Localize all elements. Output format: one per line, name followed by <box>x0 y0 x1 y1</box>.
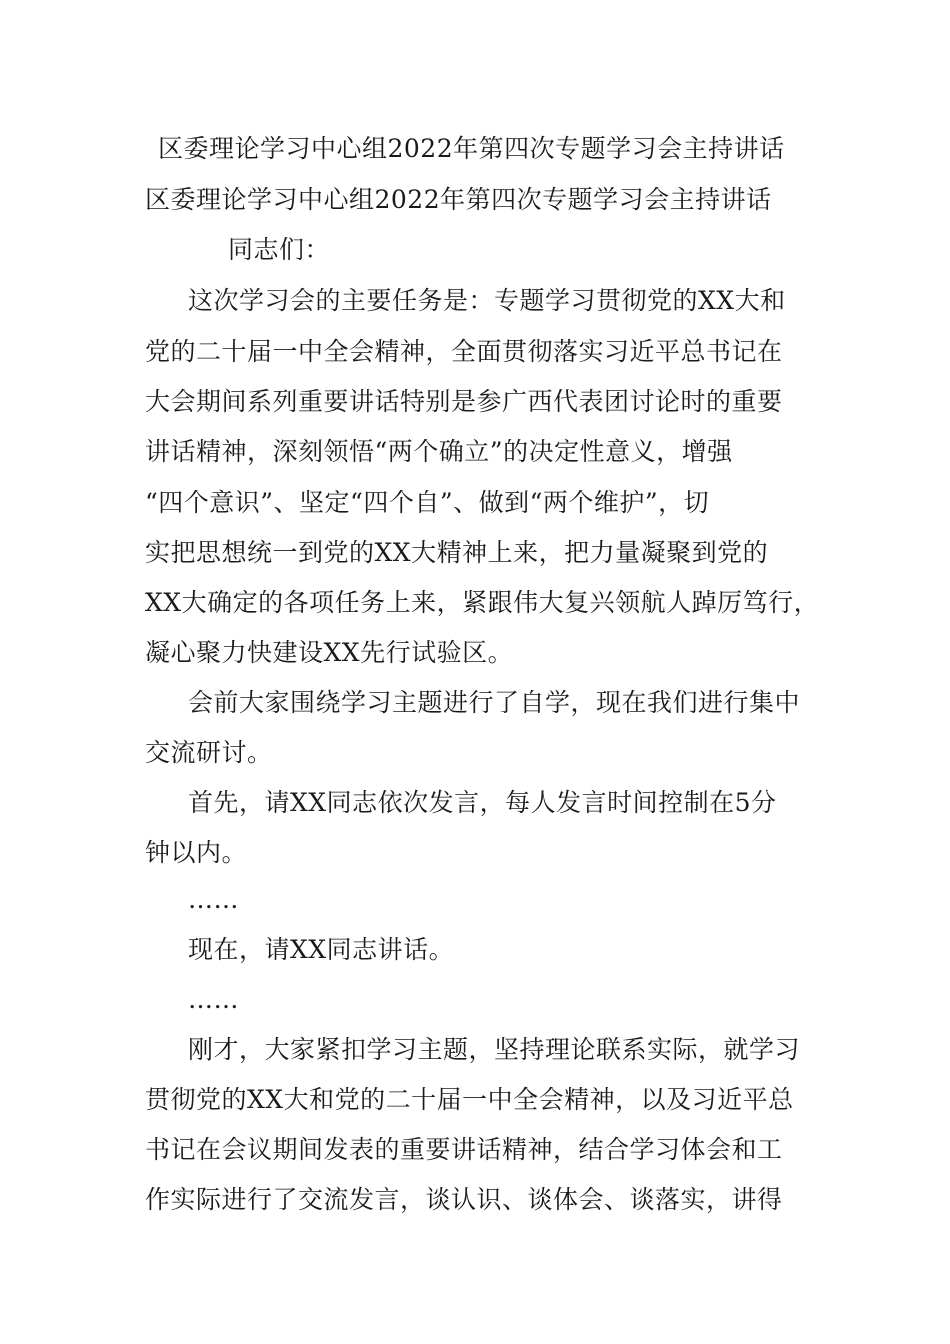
paragraph-line: 钟以内。 <box>145 838 248 867</box>
paragraph-line: 首先，请XX同志依次发言，每人发言时间控制在5分 <box>188 788 777 817</box>
paragraph-line: 这次学习会的主要任务是：专题学习贯彻党的XX大和 <box>188 286 786 315</box>
paragraph-line: 凝心聚力快建设XX先行试验区。 <box>145 638 514 667</box>
paragraph-line: XX大确定的各项任务上来，紧跟伟大复兴领航人踔厉笃行， <box>145 588 820 617</box>
paragraph-line: 大会期间系列重要讲话特别是参广西代表团讨论时的重要 <box>145 387 783 416</box>
paragraph-line: 党的二十届一中全会精神，全面贯彻落实习近平总书记在 <box>145 337 783 366</box>
paragraph-line: 会前大家围绕学习主题进行了自学，现在我们进行集中 <box>188 688 801 717</box>
document-title: 区委理论学习中心组2022年第四次专题学习会主持讲话 <box>158 134 785 163</box>
paragraph-line: “四个意识”、坚定“四个自”、做到“两个维护”，切 <box>145 488 710 517</box>
ellipsis: …… <box>188 985 239 1014</box>
paragraph-line: 讲话精神，深刻领悟“两个确立”的决定性意义，增强 <box>145 437 733 466</box>
paragraph-line: 交流研讨。 <box>145 738 273 767</box>
ellipsis: …… <box>188 885 239 914</box>
paragraph-line: 实把思想统一到党的XX大精神上来，把力量凝聚到党的 <box>145 538 769 567</box>
salutation: 同志们： <box>228 235 331 264</box>
paragraph-line: 作实际进行了交流发言，谈认识、谈体会、谈落实，讲得 <box>145 1185 783 1214</box>
paragraph-line: 贯彻党的XX大和党的二十届一中全会精神，以及习近平总 <box>145 1085 794 1114</box>
paragraph-speech-invite: 现在，请XX同志讲话。 <box>188 935 455 964</box>
paragraph-line: 刚才，大家紧扣学习主题，坚持理论联系实际，就学习 <box>188 1035 801 1064</box>
document-title-repeat: 区委理论学习中心组2022年第四次专题学习会主持讲话 <box>145 185 772 214</box>
paragraph-line: 书记在会议期间发表的重要讲话精神，结合学习体会和工 <box>145 1135 783 1164</box>
